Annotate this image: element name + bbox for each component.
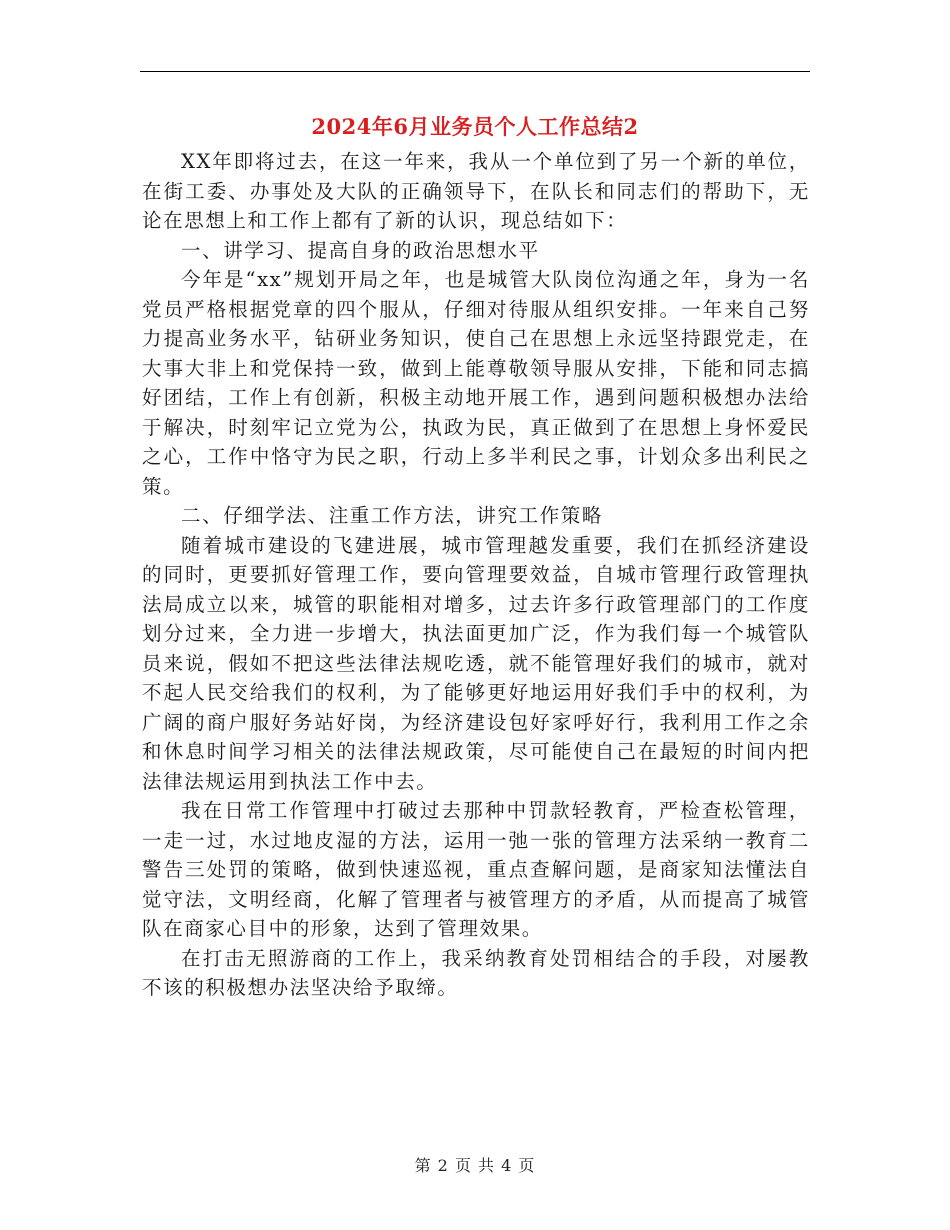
paragraph-intro: XX年即将过去，在这一年来，我从一个单位到了另一个新的单位，在街工委、办事处及大队的正确领导下，在队长和同志们的帮助下，无论在思想上和工作上都有了新的认识，现总结如下：: [142, 150, 810, 232]
paragraph-management: 我在日常工作管理中打破过去那种中罚款轻教育，严检查松管理，一走一过，水过地皮湿的方法，运用一弛一张的管理方法采纳一教育二警告三处罚的策略，做到快速巡视，重点查解问题，是商家知法懂法自觉守法，文明经商，化解了管理者与被管理方的矛盾，从而提高了城管队在商家心目中的形象，达到了管理效果。: [142, 799, 810, 940]
paragraph-unlicensed-vendors: 在打击无照游商的工作上，我采纳教育处罚相结合的手段，对屡教不该的积极想办法坚决给予取缔。: [142, 946, 810, 999]
page-number: 第 2 页 共 4 页: [414, 1156, 536, 1175]
section-heading-1: 一、讲学习、提高自身的政治思想水平: [181, 238, 540, 262]
paragraph-law-study: 随着城市建设的飞建进展，城市管理越发重要，我们在抓经济建设的同时，更要抓好管理工作，要向管理要效益，自城市管理行政管理执法局成立以来，城管的职能相对增多，过去许多行政管理部门的工作度划分过来，全力进一步增大，执法面更加广泛，作为我们每一个城管队员来说，假如不把这些法律法规吃透，就不能管理好我们的城市，就对不起人民交给我们的权利，为了能够更好地运用好我们手中的权利，为广阔的商户服好务站好岗，为经济建设包好家呼好行，我利用工作之余和休息时间学习相关的法律法规政策，尽可能使自己在最短的时间内把法律法规运用到执法工作中去。: [142, 533, 810, 793]
document-body: [142, 147, 810, 1003]
document-title: 2024年6月业务员个人工作总结2: [311, 114, 639, 139]
section-heading-2: 二、仔细学法、注重工作方法，讲究工作策略: [181, 504, 604, 527]
header-rule: [140, 71, 810, 72]
paragraph-study: 今年是“xx”规划开局之年，也是城管大队岗位沟通之年，身为一名党员严格根据党章的四个服从，仔细对待服从组织安排。一年来自己努力提高业务水平，钻研业务知识，使自己在思想上永远坚持跟党走，在大事大非上和党保持一致，做到上能尊敬领导服从安排，下能和同志搞好团结，工作上有创新，积极主动地开展工作，遇到问题积极想办法给于解决，时刻牢记立党为公，执政为民，真正做到了在思想上身怀爱民之心，工作中恪守为民之职，行动上多半利民之事，计划众多出利民之策。: [142, 268, 810, 498]
